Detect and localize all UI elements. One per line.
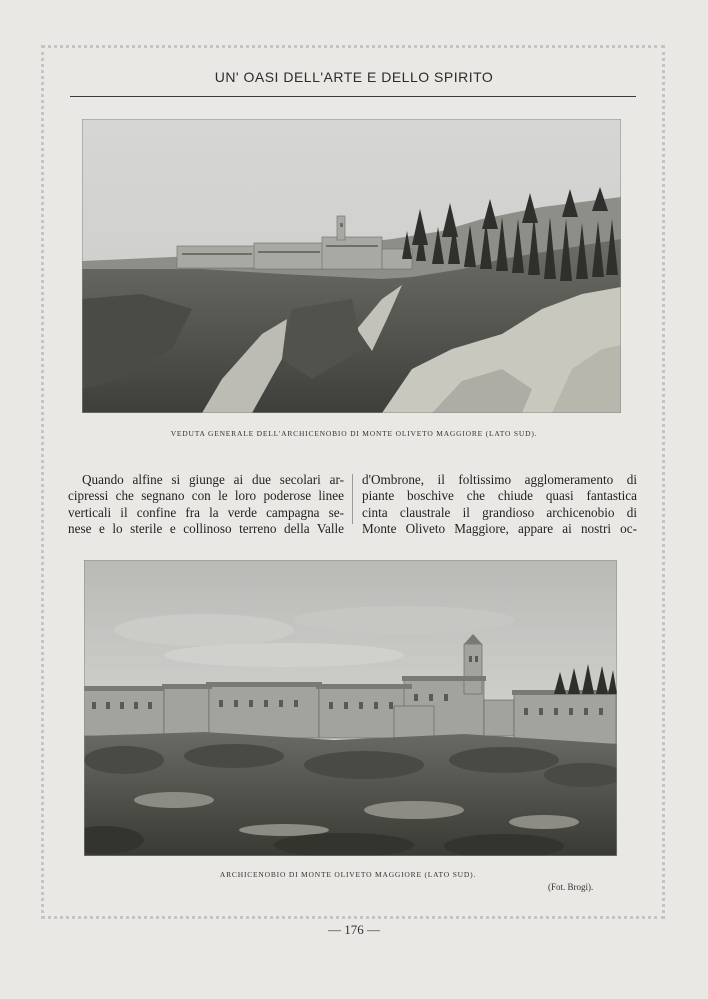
text-column-right xyxy=(362,472,637,537)
text-line: cinta claustrale il grandioso archicenobio di xyxy=(362,504,637,520)
text-line: d'Ombrone, il foltissimo agglomeramento di xyxy=(362,472,637,487)
figure-caption: VEDUTA GENERALE DELL'ARCHICENOBIO DI MONTE OLIVETO MAGGIORE (LATO SUD). xyxy=(170,429,538,438)
text-line: cipressi che segnano con le loro poderose linee xyxy=(68,488,344,504)
text-line: verticali il confine fra la verde campagna se- xyxy=(68,504,344,520)
text-line: Quando alfine si giunge ai due secolari ar- xyxy=(82,472,344,487)
column-divider xyxy=(352,474,353,524)
text-column-left xyxy=(68,472,344,537)
running-head: UN' OASI DELL'ARTE E DELLO SPIRITO xyxy=(214,69,494,85)
photo-monastery-south-side xyxy=(84,560,617,856)
photo-general-view xyxy=(82,119,621,413)
text-line: Monte Oliveto Maggiore, appare ai nostri oc- xyxy=(362,520,637,536)
page-number: — 176 — xyxy=(328,922,380,937)
figure-caption: ARCHICENOBIO DI MONTE OLIVETO MAGGIORE (LATO SUD). xyxy=(219,870,477,879)
header-rule xyxy=(70,96,636,97)
photo-general-view-image xyxy=(82,119,621,413)
text-line: nese e lo sterile e collinoso terreno della Valle xyxy=(68,520,344,536)
photo-credit: (Fot. Brogi). xyxy=(548,882,594,892)
photo-monastery-south-side-image xyxy=(84,560,617,856)
text-line: piante boschive che chiude quasi fantastica xyxy=(362,488,637,504)
